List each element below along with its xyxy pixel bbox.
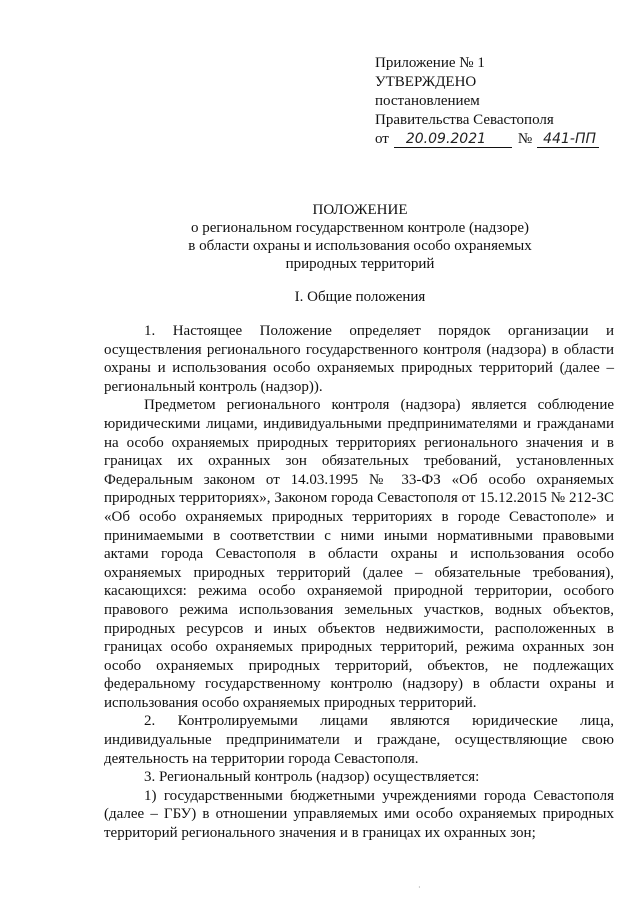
appendix-label: Приложение № 1 bbox=[375, 55, 485, 71]
scan-mark: · bbox=[418, 883, 421, 892]
section-title: I. Общие положения bbox=[294, 289, 426, 305]
number-prefix: № bbox=[517, 131, 533, 147]
date-prefix: от bbox=[375, 131, 389, 147]
paragraph-2: Предметом регионального контроля (надзора) является соблюдение юридическими лицами, индивидуальными предпринимателями и гражданами на особо охраняемых природных территориях регионального значения и в границах их охранных зон обязательных требований, установленных Федеральным законом от 14.03.1995 № 33-ФЗ «Об особо охраняемых природных территориях», Законом города Севастополя от 15.12.2015 № 212-ЗС «Об особо охраняемых природных территориях в городе Севастополе» и принимаемыми в соответствии с ними иными нормативными правовыми актами города Севастополя в области охраны и использования особо охраняемых природных территорий (далее – обязательные требования), касающихся: режима особо охраняемой природной территории, особого правового режима использования земельных участков, водных объектов, природных ресурсов и иных объектов недвижимости, расположенных в границах особо охраняемых природных территорий, режима охранных зон особо охраняемых природных территорий, объектов, не подлежащих федеральному государственному контролю (надзору) в области охраны и использования особо охраняемых природных территорий. bbox=[104, 397, 614, 711]
date-number-line bbox=[375, 130, 625, 149]
approved-stamp-text: УТВЕРЖДЕНО bbox=[375, 74, 477, 90]
approval-block bbox=[375, 54, 625, 149]
paragraph-3: 2. Контролируемыми лицами являются юридические лица, индивидуальные предприниматели и граждане, осуществляющие свою деятельность на территории города Севастополя. bbox=[104, 713, 614, 767]
title-line-3: природных территорий bbox=[285, 256, 435, 272]
paragraph-5: 1) государственными бюджетными учреждениями города Севастополя (далее – ГБУ) в отношении управляемых ими особо охраняемых природных территорий регионального значения и в границах их охранных зон; bbox=[104, 787, 614, 842]
paragraph-1: 1. Настоящее Положение определяет порядок организации и осуществления регионального государственного контроля (надзора) в области охраны и использования особо охраняемых природных территорий (далее – региональный контроль (надзор)). bbox=[104, 323, 614, 395]
title-heading: ПОЛОЖЕНИЕ bbox=[312, 202, 408, 218]
approved-by: постановлением bbox=[375, 93, 480, 109]
paragraph-4: 3. Региональный контроль (надзор) осуществляется: bbox=[144, 769, 480, 786]
document-title bbox=[90, 201, 630, 273]
document-body bbox=[104, 322, 614, 843]
approving-authority: Правительства Севастополя bbox=[375, 112, 554, 128]
title-line-1: о региональном государственном контроле (надзоре) bbox=[190, 220, 530, 236]
handwritten-date: 20.09.2021 bbox=[394, 131, 512, 148]
title-line-2: в области охраны и использования особо охраняемых bbox=[188, 238, 532, 254]
handwritten-number: 441-ПП bbox=[537, 131, 599, 148]
